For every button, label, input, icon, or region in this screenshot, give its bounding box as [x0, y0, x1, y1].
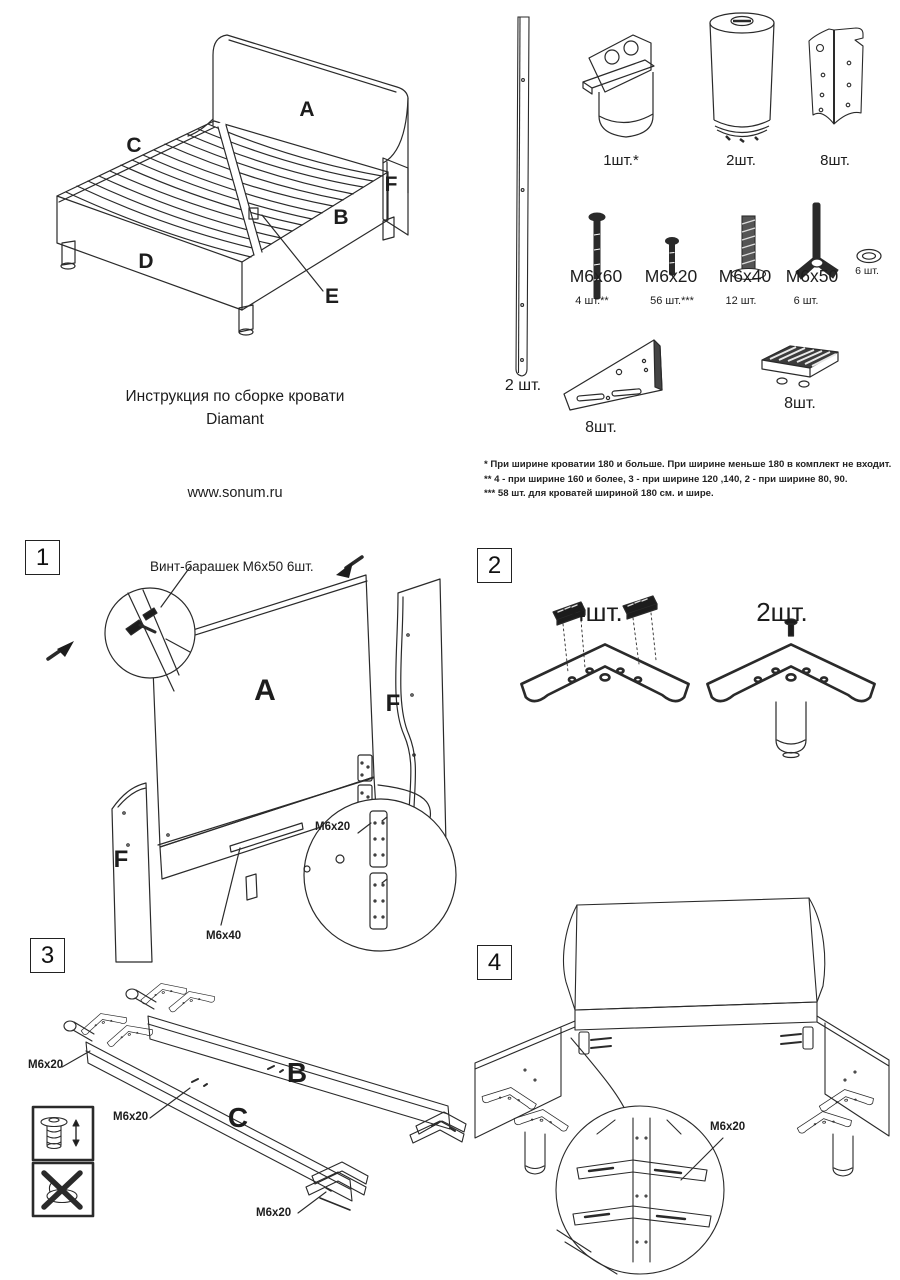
overview-label-e: E: [324, 285, 339, 308]
step1-m6x40-label: M6x40: [206, 930, 242, 942]
overview-label-f: F: [384, 173, 398, 196]
center-support-bracket-qty: 1шт.*: [603, 152, 639, 169]
wing-m6x50-qty: 6 шт.: [793, 295, 819, 307]
cylinder-leg-qty: 2шт.: [726, 152, 756, 169]
page-title: Инструкция по сборке кровати: [125, 388, 345, 405]
step3-m6x20-bottom: M6x20: [256, 1207, 292, 1219]
corner-angle-qty: 8шт.: [820, 152, 850, 169]
step3-number-text: 3: [40, 941, 55, 969]
step2-qty-left: 4шт.: [571, 597, 623, 627]
wing-m6x50-name: М6x50: [785, 266, 839, 286]
center-support-bracket-icon: [575, 20, 675, 148]
side-bar-qty: 2 шт.: [504, 377, 542, 394]
overview-label-c: C: [126, 134, 142, 157]
step3-label-c: C: [227, 1102, 249, 1133]
washer-qty: 6 шт.: [855, 265, 879, 277]
footnote-3: *** 58 шт. для кроватей шириной 180 см. и шире.: [484, 488, 714, 500]
stud-m6x40-name: М6x40: [718, 266, 772, 286]
step1-m6x20-label: M6x20: [315, 821, 351, 833]
step1-number-text: 1: [35, 543, 50, 571]
bolt-m6x60-icon: [580, 210, 615, 305]
website-link[interactable]: www.sonum.ru: [187, 485, 283, 501]
step4-drawing: [465, 880, 895, 1280]
corner-angle-part-icon: [800, 25, 870, 143]
side-bar-part-icon: [508, 15, 538, 383]
cylinder-leg-part-icon: [700, 8, 785, 148]
step3-m6x20-left: M6x20: [28, 1059, 64, 1071]
step1-label-a: A: [254, 674, 276, 707]
step4-number-text: 4: [487, 948, 502, 976]
step3-drawing: [20, 930, 470, 1260]
step1-drawing: [40, 545, 470, 965]
step1-wing-screw-label: Винт-барашек М6x50 6шт.: [150, 559, 314, 574]
stud-m6x40-qty: 12 шт.: [725, 295, 757, 307]
step3-m6x20-mid: M6x20: [113, 1111, 149, 1123]
footnote-2: ** 4 - при ширине 160 и более, 3 - при ширине 120 ,140, 2 - при ширине 80, 90.: [484, 473, 848, 485]
page-subtitle: Diamant: [206, 411, 264, 428]
pad-qty: 8шт.: [784, 395, 816, 412]
overview-label-a: A: [299, 98, 315, 121]
leg-bracket-qty: 8шт.: [585, 419, 617, 436]
bolt-m6x20-qty: 56 шт.***: [650, 295, 694, 307]
step2-qty-right: 2шт.: [756, 597, 808, 627]
bolt-m6x60-qty: 4 шт.**: [575, 295, 609, 307]
footnotes: [484, 458, 891, 502]
step2-number-text: 2: [487, 551, 502, 579]
step4-m6x20-label: M6x20: [710, 1121, 746, 1133]
washer-icon: [853, 246, 885, 266]
step2-number: [477, 548, 512, 583]
step3-label-b: B: [286, 1057, 308, 1088]
leg-bracket-part-icon: [556, 332, 691, 422]
bolt-m6x60-name: М6x60: [569, 266, 623, 286]
overview-label-d: D: [138, 250, 154, 273]
pad-part-icon: [752, 342, 847, 400]
step1-label-f-left: F: [113, 846, 129, 873]
footnote-1: * При ширине кроватии 180 и больше. При ширине меньше 180 в комплект не входит.: [484, 459, 892, 470]
step1-label-f-right: F: [385, 690, 401, 717]
overview-label-b: B: [333, 206, 349, 229]
bolt-m6x20-name: М6x20: [644, 266, 698, 286]
